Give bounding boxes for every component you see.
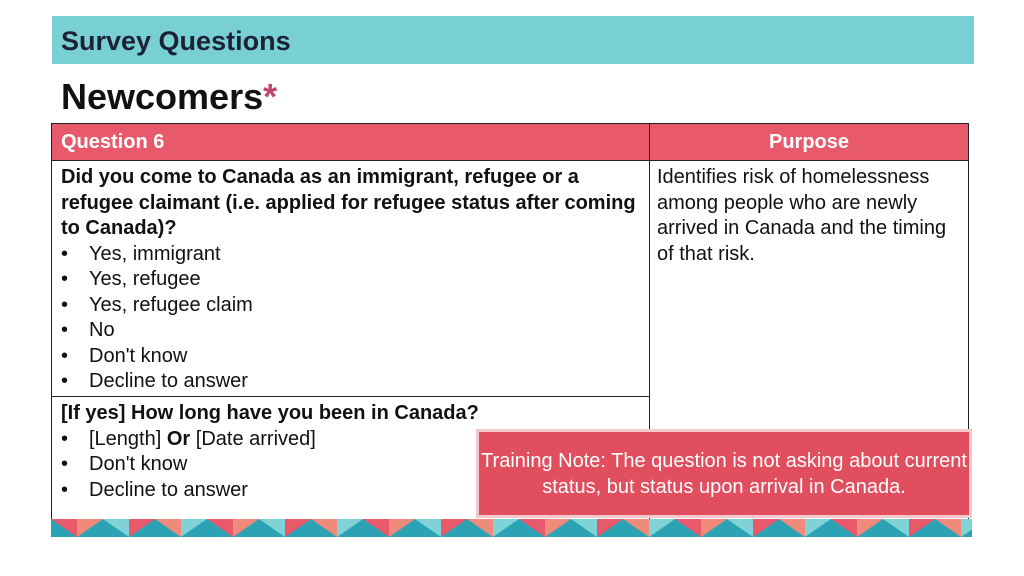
option-item: • Decline to answer [61, 478, 641, 504]
decorative-border [51, 519, 972, 537]
option-length: [Length] [89, 427, 162, 450]
training-note: Training Note: The question is not asking about current status, but status upon arrival in Canada. [479, 432, 969, 515]
question-followup-prompt: [If yes] How long have you been in Canada? [61, 402, 479, 424]
row-divider [52, 396, 649, 397]
option-item: • Yes, refugee [61, 267, 641, 293]
page-title-text: Newcomers [61, 76, 264, 117]
question-main-cell [61, 165, 641, 395]
question-main-options [61, 242, 641, 395]
option-or: Or [166, 427, 191, 450]
page-title [61, 76, 277, 118]
table-header-row [52, 124, 968, 160]
option-item: • Don't know [61, 344, 641, 370]
option-date: [Date arrived] [195, 427, 316, 450]
question-main-prompt: Did you come to Canada as an immigrant, refugee or a refugee claimant (i.e. applied for refugee status after coming to Canada)? [61, 166, 636, 239]
header-divider [52, 160, 968, 161]
header-title: Survey Questions [61, 26, 291, 56]
header-band [52, 16, 974, 64]
header-question: Question 6 [61, 131, 165, 153]
option-item: • Don't know [61, 452, 641, 478]
header-purpose: Purpose [768, 131, 850, 153]
option-item: • No [61, 318, 641, 344]
option-item: • Decline to answer [61, 369, 641, 395]
option-item: • Yes, refugee claim [61, 293, 641, 319]
asterisk-mark: * [263, 76, 278, 117]
option-item: • Yes, immigrant [61, 242, 641, 268]
purpose-cell: Identifies risk of homelessness among people who are newly arrived in Canada and the timing of that risk. [657, 166, 947, 265]
